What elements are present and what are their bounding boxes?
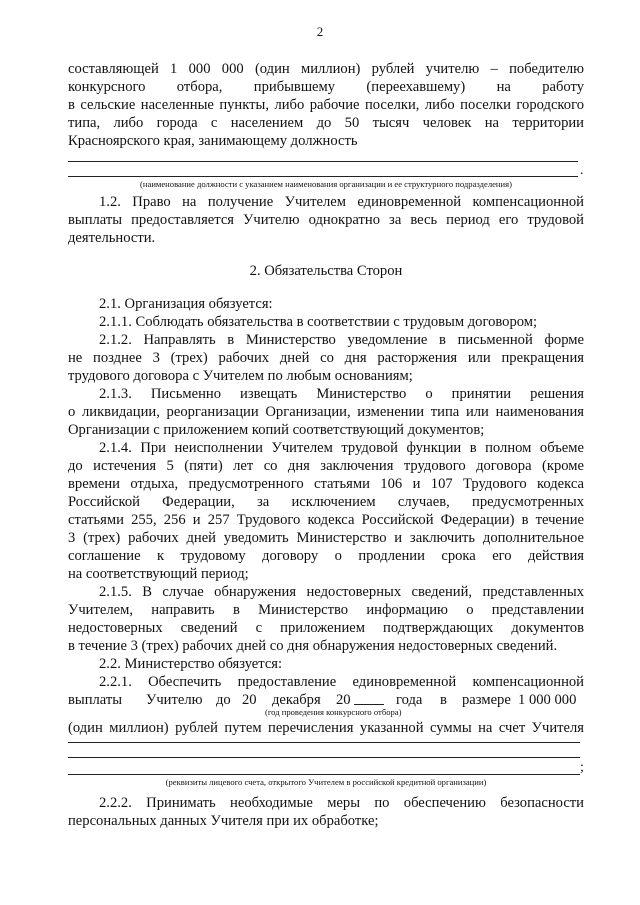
clause-2-1-2-line: трудового договора с Учителем по любым основаниям; [68,368,413,384]
intro-line: составляющей 1 000 000 (один миллион) рублей учителю – победителю [68,61,584,77]
year-prefix: 20 [336,692,351,708]
clause-2-1-4-line: 3 (трех) рабочих дней уведомить Министерство и заключить дополнительное [68,530,584,546]
clause-2-2-1-line: 2.2.1. Обеспечить предоставление единовременной компенсационной [99,674,584,690]
clause-1-2-line: 1.2. Право на получение Учителем единовременной компенсационной [99,194,584,210]
year-blank [354,691,384,705]
word: до [216,692,231,708]
clause-2-1-3-line: 2.1.3. Письменно извещать Министерство о принятии решения [99,386,584,402]
word: выплаты [68,692,123,708]
clause-1-2-line: деятельности. [68,230,156,246]
clause-2-1-5-line: Учителем, направить в Министерство информацию о представлении [68,602,584,618]
year-caption: (год проведения конкурсного отбора) [265,707,402,717]
clause-2-1: 2.1. Организация обязуется: [99,296,273,312]
clause-2-1-4-line: на соответствующий период; [68,566,249,582]
clause-2-1-2-line: не позднее 3 (трех) рабочих дней со дня расторжения или прекращения [68,350,584,366]
clause-2-1-5-line: недостоверных сведений с приложением подтверждающих документов [68,620,584,636]
clause-2-1-5-line: 2.1.5. В случае обнаружения недостоверных сведений, представленных [99,584,584,600]
account-blank-line [68,774,580,775]
clause-2-1-4-line: времени отдыха, предусмотренного статьями 106 и 107 Трудового кодекса [68,476,584,492]
semicolon-mark: ; [580,760,584,775]
account-blank-line [68,742,580,743]
clause-2-1-4-line: Российской Федерации, за исключением случаев, предусмотренных [68,494,584,510]
clause-2-1-4-line: соглашение к трудовому договору о продлении срока его действия [68,548,584,564]
period-mark: . [580,163,584,178]
clause-2-1-3-line: Организации с приложением копий соответствующий документов; [68,422,485,438]
word: года [396,692,423,708]
intro-line: в сельские населенные пункты, либо рабочие поселки, либо поселки городского [68,97,584,113]
account-blank-line [68,757,580,758]
clause-2-1-4-line: статьями 255, 256 и 257 Трудового кодекса Российской Федерации) в течение [68,512,584,528]
clause-2-2-2-line: персональных данных Учителя при их обработке; [68,813,379,829]
intro-line: Красноярского края, занимающему должность [68,133,358,149]
word: Учителю [146,692,203,708]
word: в [440,692,447,708]
position-blank-line [68,176,578,177]
position-blank-line [68,161,578,162]
clause-2-1-5-line: в течение 3 (трех) рабочих дней со дня обнаружения недостоверных сведений. [68,638,558,654]
section-title: 2. Обязательства Сторон [249,263,403,279]
clause-2-1-2-line: 2.1.2. Направлять в Министерство уведомление в письменной форме [99,332,584,348]
account-caption: (реквизиты лицевого счета, открытого Учителем в российской кредитной организации) [165,777,487,787]
clause-2-2-1-line: (один миллион) рублей путем перечисления указанной суммы на счет Учителя [68,720,584,736]
word: декабря [272,692,321,708]
amount: 1 000 000 [518,692,577,708]
intro-line: типа, либо города с населением до 50 тысяч человек на территории [68,115,584,131]
intro-line: конкурсного отбора, прибывшему (переехавшему) на работу [68,79,584,95]
page-number: 2 [316,24,324,39]
position-caption: (наименование должности с указанием наименования организации и ее структурного подразделения) [140,179,512,189]
clause-1-2-line: выплаты предоставляется Учителю однократно за весь период его трудовой [68,212,584,228]
clause-2-2: 2.2. Министерство обязуется: [99,656,283,672]
clause-2-2-2-line: 2.2.2. Принимать необходимые меры по обеспечению безопасности [99,795,584,811]
clause-2-1-3-line: о ликвидации, реорганизации Организации, изменении типа или наименования [68,404,584,420]
word: 20 [242,692,257,708]
clause-2-1-4-line: 2.1.4. При неисполнении Учителем трудовой функции в полном объеме [99,440,584,456]
clause-2-1-4-line: до истечения 5 (пяти) лет со дня заключения трудового договора (кроме [68,458,584,474]
word: размере [462,692,511,708]
clause-2-1-1: 2.1.1. Соблюдать обязательства в соответствии с трудовым договором; [99,314,538,330]
